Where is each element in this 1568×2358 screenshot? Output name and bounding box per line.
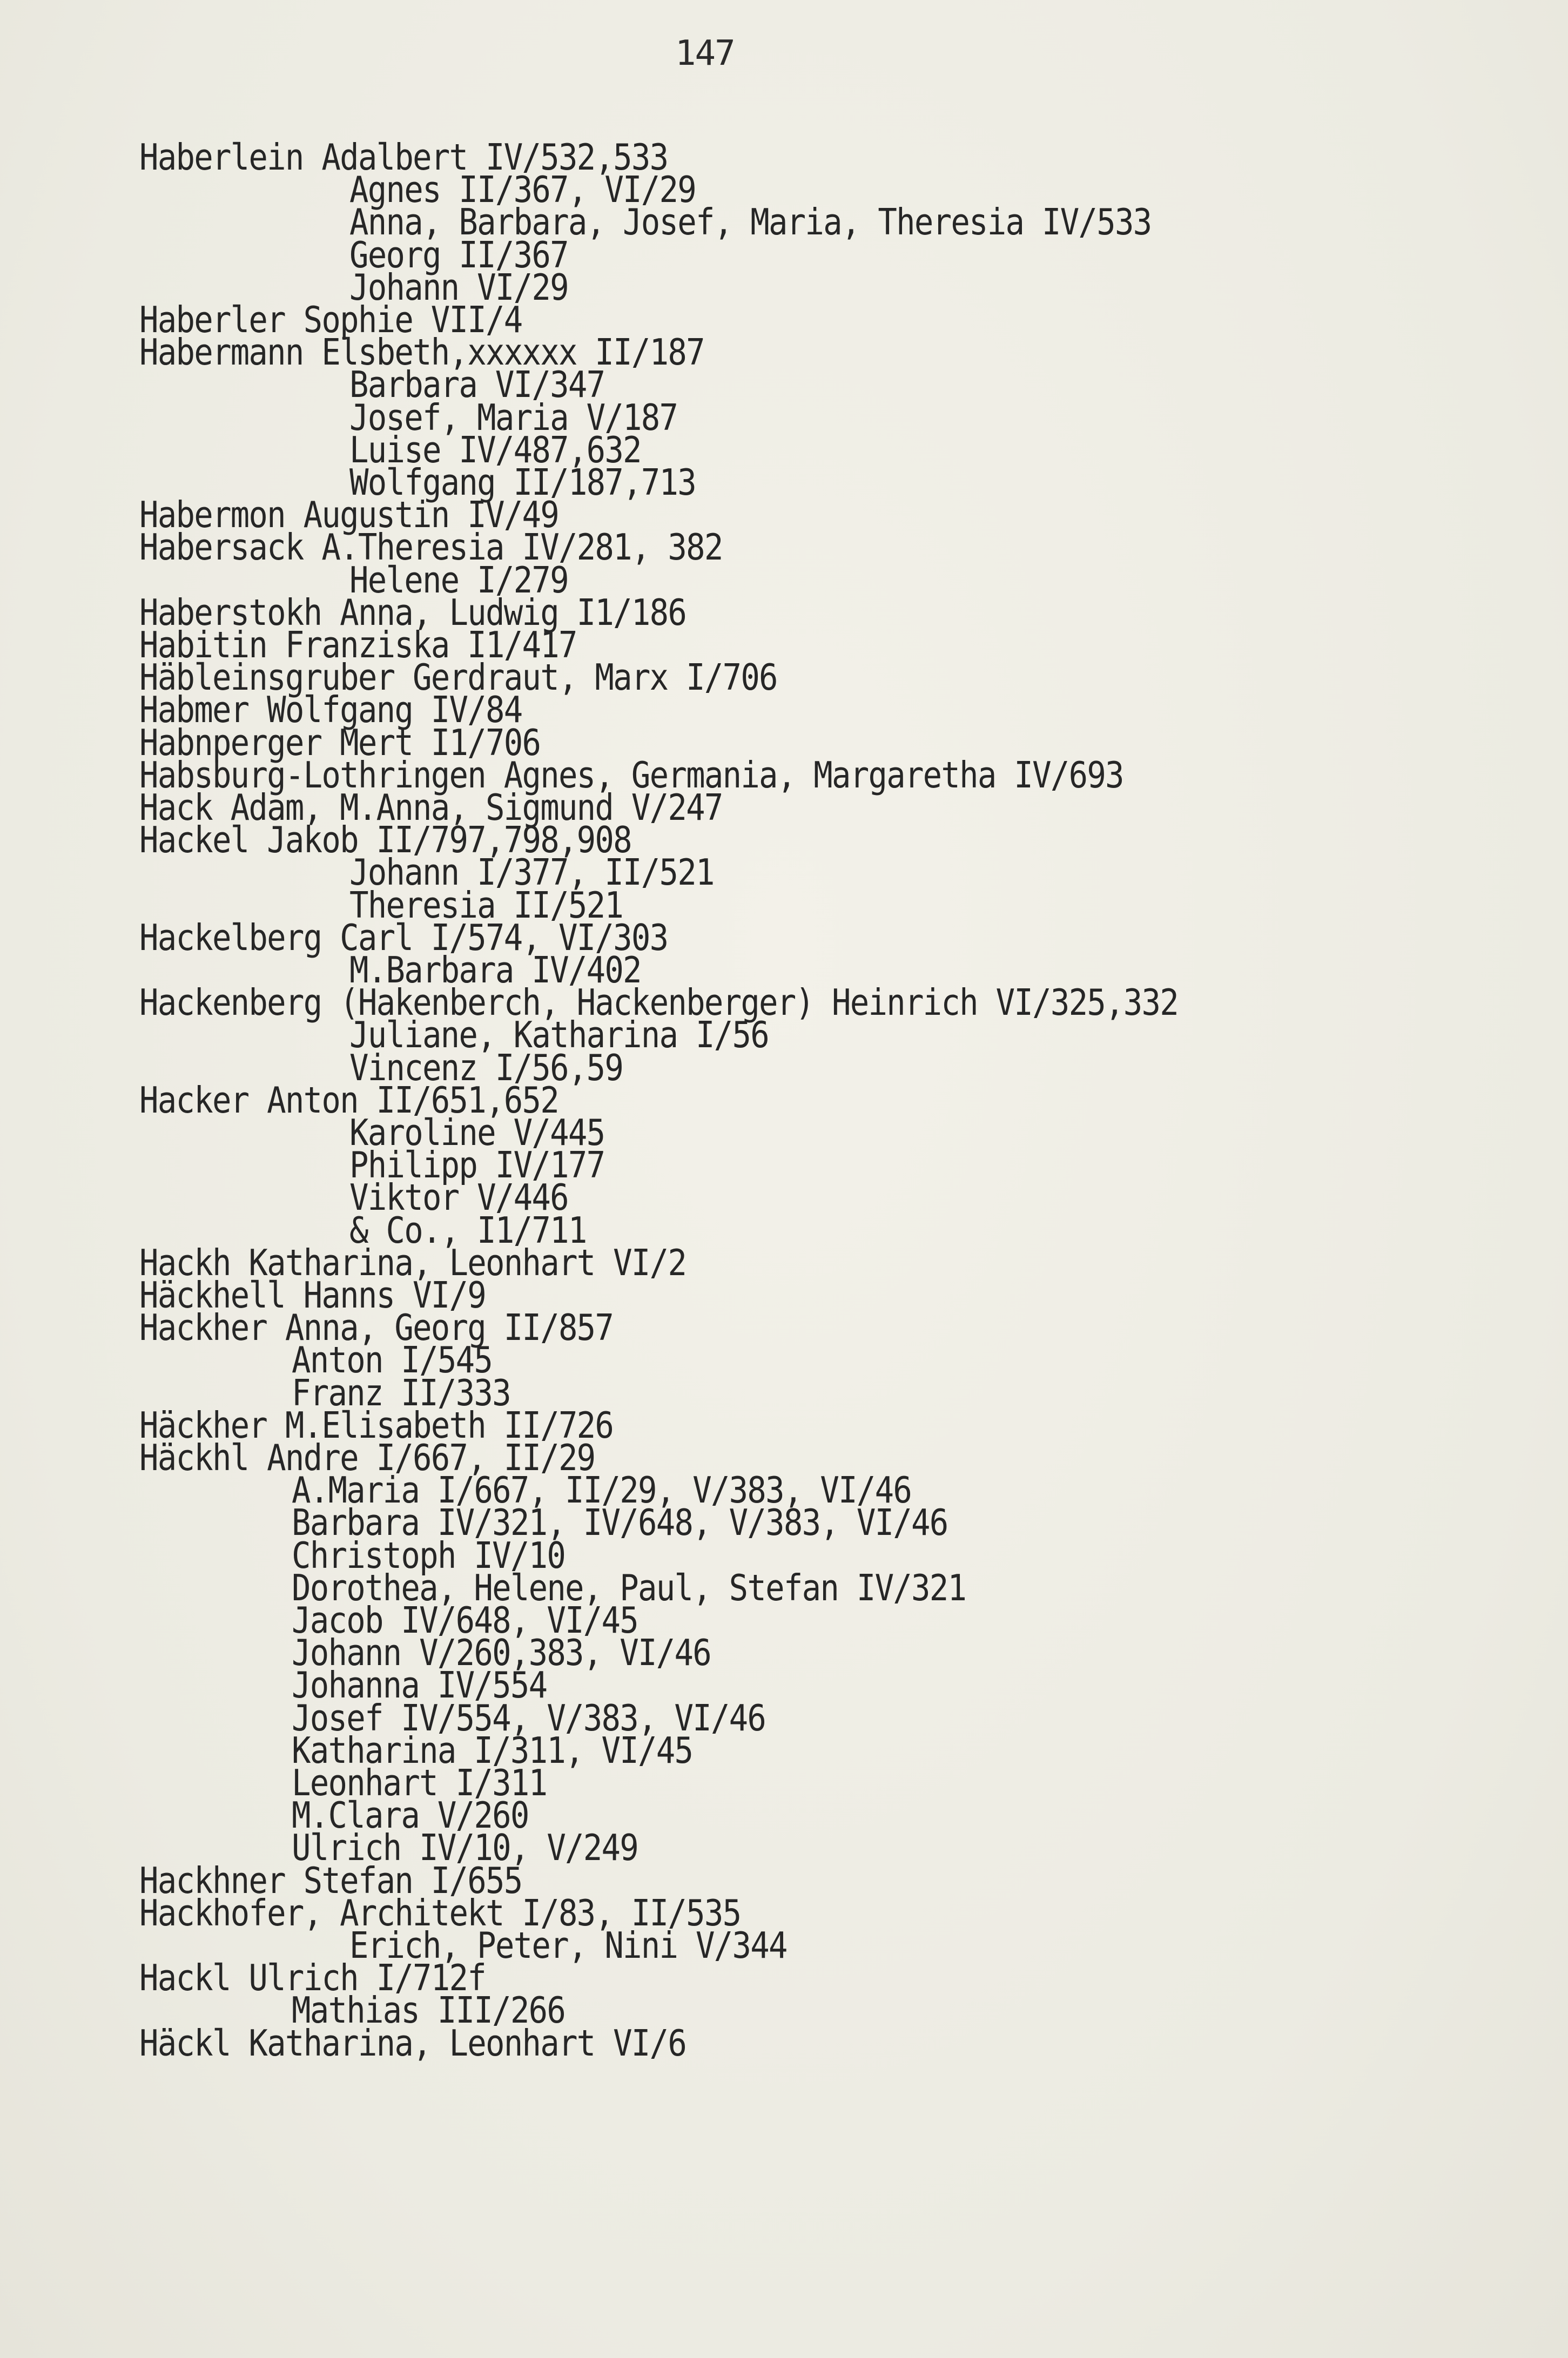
index-entry: Hack Adam, M.Anna, Sigmund V/247 [139, 786, 723, 828]
index-entry: Hackelberg Carl I/574, VI/303 [139, 916, 668, 959]
index-entry: Habnperger Mert I1/706 [139, 721, 541, 764]
index-subentry: Georg II/367 [349, 233, 568, 276]
index-subentry: Johann I/377, II/521 [349, 851, 714, 894]
index-entry: Hackhner Stefan I/655 [139, 1859, 522, 1902]
index-subentry: Anna, Barbara, Josef, Maria, Theresia IV/533 [349, 201, 1152, 244]
index-subentry: Agnes II/367, VI/29 [349, 169, 696, 211]
index-entry: Habmer Wolfgang IV/84 [139, 689, 522, 731]
index-subentry: Viktor V/446 [349, 1176, 568, 1219]
index-entry: Häckher M.Elisabeth II/726 [139, 1404, 614, 1446]
index-subentry: Ulrich IV/10, V/249 [292, 1827, 638, 1869]
index-subentry: Barbara IV/321, IV/648, V/383, VI/46 [292, 1501, 948, 1544]
index-entry: Häckhl Andre I/667, II/29 [139, 1437, 595, 1479]
index-subentry: M.Barbara IV/402 [349, 949, 641, 991]
index-subentry: Mathias III/266 [292, 1989, 566, 2032]
index-subentry: Christoph IV/10 [292, 1534, 566, 1577]
index-subentry: Franz II/333 [292, 1371, 510, 1414]
index-subentry: Anton I/545 [292, 1339, 493, 1382]
index-subentry: Josef, Maria V/187 [349, 396, 678, 439]
index-subentry: Karoline V/445 [349, 1111, 605, 1154]
index-subentry: Helene I/279 [349, 558, 568, 601]
index-subentry: A.Maria I/667, II/29, V/383, VI/46 [292, 1469, 912, 1512]
index-subentry: Johann VI/29 [349, 266, 568, 308]
index-subentry: Leonhart I/311 [292, 1762, 547, 1804]
index-subentry: Philipp IV/177 [349, 1144, 605, 1187]
index-entry: Haberlein Adalbert IV/532,533 [139, 136, 668, 178]
index-subentry: Wolfgang II/187,713 [349, 461, 696, 503]
index-entry: Häbleinsgruber Gerdraut, Marx I/706 [139, 656, 777, 699]
index-subentry: Barbara VI/347 [349, 363, 605, 406]
index-entry: Habersack A.Theresia IV/281, 382 [139, 526, 723, 569]
index-subentry: & Co., I1/711 [349, 1209, 587, 1251]
index-subentry: Vincenz I/56,59 [349, 1046, 623, 1089]
index-entry: Habitin Franziska I1/417 [139, 624, 577, 666]
index-entry: Hackhofer, Architekt I/83, II/535 [139, 1891, 741, 1934]
index-entry: Hackher Anna, Georg II/857 [139, 1306, 614, 1349]
index-entry: Hacker Anton II/651,652 [139, 1079, 558, 1121]
index-entry: Habermon Augustin IV/49 [139, 494, 558, 536]
index-subentry: Johanna IV/554 [292, 1664, 547, 1707]
index-entry: Häckl Katharina, Leonhart VI/6 [139, 2022, 687, 2064]
index-subentry: Jacob IV/648, VI/45 [292, 1599, 638, 1641]
index-entry: Häckhell Hanns VI/9 [139, 1274, 486, 1316]
page-number: 147 [675, 33, 735, 73]
index-subentry: Katharina I/311, VI/45 [292, 1729, 693, 1771]
index-subentry: M.Clara V/260 [292, 1794, 529, 1837]
index-subentry: Theresia II/521 [349, 884, 623, 926]
index-entry: Habsburg-Lothringen Agnes, Germania, Margaretha IV/693 [139, 753, 1123, 796]
index-entry: Hackl Ulrich I/712f [139, 1957, 486, 1999]
index-entry: Hackel Jakob II/797,798,908 [139, 819, 631, 861]
index-subentry: Erich, Peter, Nini V/344 [349, 1924, 787, 1966]
index-entry: Habermann Elsbeth,xxxxxx II/187 [139, 331, 704, 374]
index-subentry: Johann V/260,383, VI/46 [292, 1632, 711, 1674]
index-entry: Haberler Sophie VII/4 [139, 299, 522, 341]
index-subentry: Juliane, Katharina I/56 [349, 1014, 769, 1056]
index-subentry: Dorothea, Helene, Paul, Stefan IV/321 [292, 1566, 966, 1609]
index-entry: Hackenberg (Hakenberch, Hackenberger) Heinrich VI/325,332 [139, 981, 1179, 1024]
index-entry: Haberstokh Anna, Ludwig I1/186 [139, 591, 687, 634]
index-entry: Hackh Katharina, Leonhart VI/2 [139, 1241, 687, 1284]
index-subentry: Luise IV/487,632 [349, 428, 641, 471]
index-subentry: Josef IV/554, V/383, VI/46 [292, 1696, 766, 1739]
